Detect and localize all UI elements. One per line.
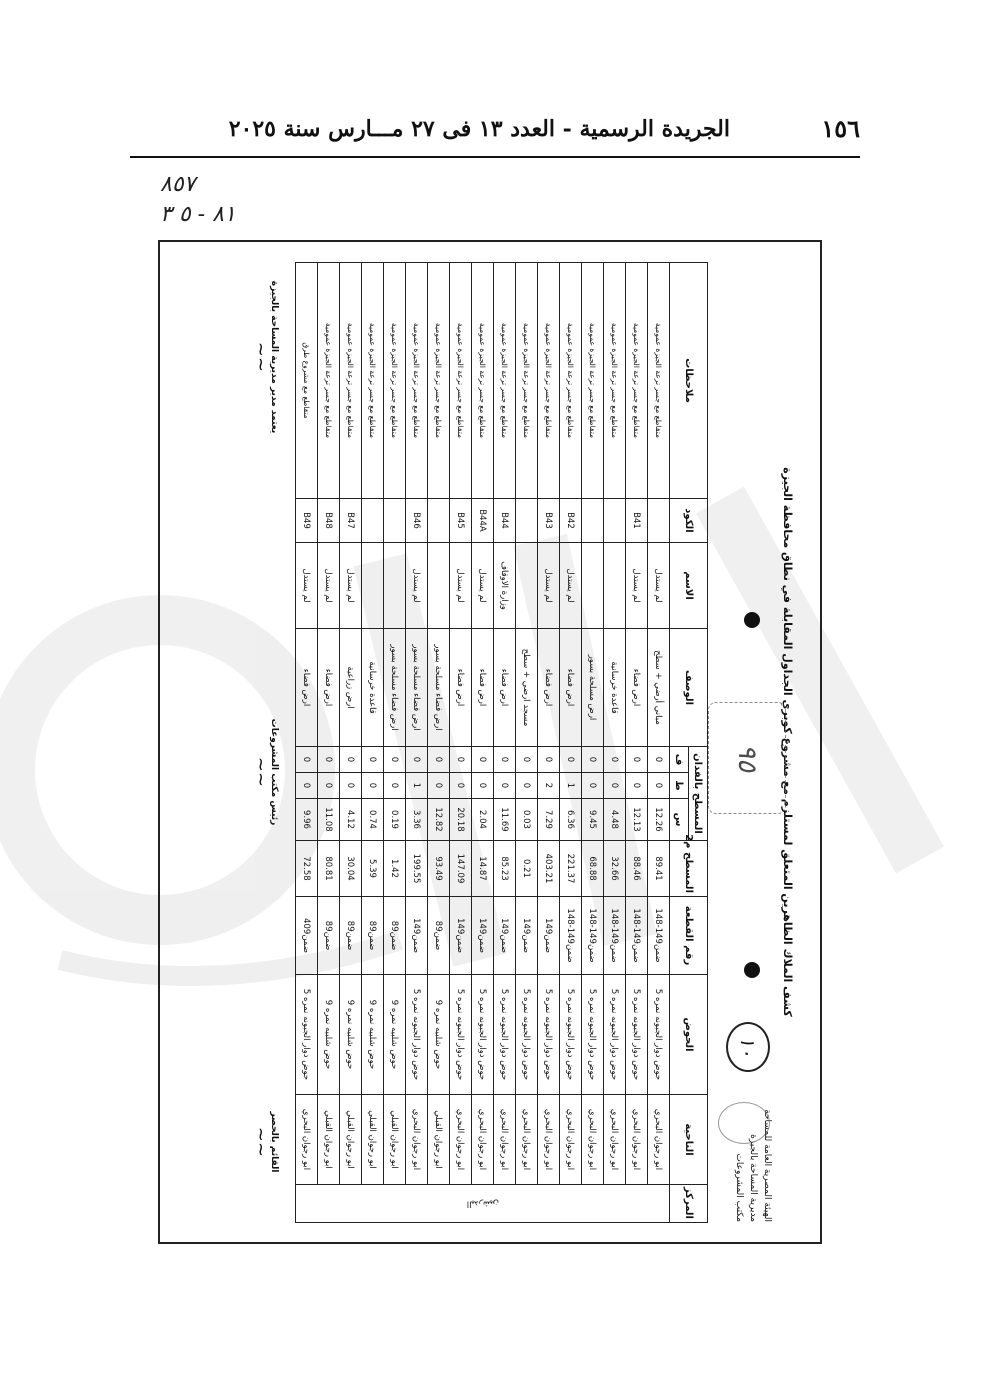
table-row [318, 263, 340, 1223]
table-row [538, 263, 560, 1223]
cell-code: B49 [296, 499, 318, 543]
cell-code: B43 [538, 499, 560, 543]
cell-parcel: ضمن149-148 [626, 897, 648, 975]
document-frame [158, 240, 822, 1244]
cell-name: لم يستدل [318, 543, 340, 629]
cell-code: B44 [494, 499, 516, 543]
cell-desc: ارض زراعية [340, 629, 362, 747]
cell-area: 89.41 [648, 841, 670, 897]
cell-code [648, 499, 670, 543]
cell-notes: متقاطع مع جسر ترعة الجيزة عمومية [604, 263, 626, 499]
gazette-title: الجريدة الرسمية - العدد ١٣ فى ٢٧ مـــارس سنة ٢٠٢٥ [228, 116, 730, 142]
cell-area: 80.81 [318, 841, 340, 897]
cell-nahia: ابو رجوان البحري [472, 1095, 494, 1185]
table-row [340, 263, 362, 1223]
cell-notes: متقاطع مع مشروع طرق [296, 263, 318, 499]
cell-sahm: 6.36 [560, 799, 582, 841]
cell-feddan: 0 [362, 747, 384, 773]
cell-hod: حوض دوار الجبونه نمره 5 [450, 975, 472, 1095]
col-area-feddan-group: المسطح بالفدان [689, 747, 708, 841]
cell-nahia: ابو رجوان البحري [604, 1095, 626, 1185]
cell-feddan: 0 [538, 747, 560, 773]
cell-name [516, 543, 538, 629]
table-body [296, 263, 670, 1223]
cell-desc: ارض مسلحة بسور [582, 629, 604, 747]
cell-area: 5.39 [362, 841, 384, 897]
cell-area: 93.49 [428, 841, 450, 897]
cell-sahm: 11.69 [494, 799, 516, 841]
cell-hod: حوض دوار الجبونه نمره 5 [296, 975, 318, 1095]
cell-parcel: ضمن149 [450, 897, 472, 975]
cell-parcel: ضمن149-148 [560, 897, 582, 975]
cell-notes: متقاطع مع جسر ترعة الجيزة عمومية [384, 263, 406, 499]
cell-parcel: ضمن149 [516, 897, 538, 975]
cell-parcel: ضمن149 [538, 897, 560, 975]
table-row [648, 263, 670, 1223]
cell-notes: متقاطع مع جسر ترعة الجيزة عمومية [362, 263, 384, 499]
cell-name: لم يستدل [472, 543, 494, 629]
cell-feddan: 0 [384, 747, 406, 773]
cell-parcel: ضمن149 [472, 897, 494, 975]
cell-qirat: 0 [296, 773, 318, 799]
cell-area: 403.21 [538, 841, 560, 897]
cell-desc: ارض فضاء مسلحة بسور [406, 629, 428, 747]
page-header [130, 110, 860, 158]
cell-area: 14.87 [472, 841, 494, 897]
cell-feddan: 0 [428, 747, 450, 773]
cell-notes: متقاطع مع جسر ترعة الجيزة عمومية [626, 263, 648, 499]
cell-qirat: 1 [560, 773, 582, 799]
col-qirat: ط [670, 773, 689, 799]
cell-feddan: 0 [582, 747, 604, 773]
cell-nahia: ابو رجوان البحري [296, 1095, 318, 1185]
cell-qirat: 0 [472, 773, 494, 799]
cell-markaz: البدرشين [296, 1185, 670, 1223]
cell-parcel: ضمن149-148 [648, 897, 670, 975]
cell-code [582, 499, 604, 543]
cell-sahm: 0.03 [516, 799, 538, 841]
cell-hod: حوض دوار الجبونه نمره 5 [582, 975, 604, 1095]
cell-qirat: 0 [318, 773, 340, 799]
table-row [450, 263, 472, 1223]
cell-name [362, 543, 384, 629]
cell-nahia: ابو رجوان القبلي [362, 1095, 384, 1185]
page-number: ١٥٦ [821, 114, 860, 143]
cell-sahm: 0.19 [384, 799, 406, 841]
table-row [604, 263, 626, 1223]
cell-area: 1.42 [384, 841, 406, 897]
cell-hod: حوض دوار الجبونه نمره 5 [648, 975, 670, 1095]
cell-nahia: ابو رجوان البحري [560, 1095, 582, 1185]
cell-name: لم يستدل [626, 543, 648, 629]
cell-name: لم يستدل [406, 543, 428, 629]
cell-nahia: ابو رجوان البحري [516, 1095, 538, 1185]
col-markaz: المركز [670, 1185, 708, 1223]
cell-hod: حوض دوار الجبونه نمره 5 [472, 975, 494, 1095]
cell-name: لم يستدل [450, 543, 472, 629]
cell-feddan: 0 [604, 747, 626, 773]
cell-nahia: ابو رجوان القبلي [340, 1095, 362, 1185]
cell-sahm: 9.45 [582, 799, 604, 841]
cell-qirat: 0 [604, 773, 626, 799]
cell-desc: مسجد ارضي + سطح [516, 629, 538, 747]
cell-sahm: 9.96 [296, 799, 318, 841]
cell-feddan: 0 [494, 747, 516, 773]
signature-director [250, 272, 280, 442]
cell-parcel: ضمن149 [406, 897, 428, 975]
cell-area: 32.66 [604, 841, 626, 897]
cell-notes: متقاطع مع جسر ترعة الجيزة عمومية [648, 263, 670, 499]
cell-sahm: 4.12 [340, 799, 362, 841]
cell-desc: ارض فضاء [472, 629, 494, 747]
cell-code: B42 [560, 499, 582, 543]
cell-code [516, 499, 538, 543]
col-feddan: ف [670, 747, 689, 773]
cell-nahia: ابو رجوان البحري [406, 1095, 428, 1185]
cell-sahm: 12.82 [428, 799, 450, 841]
table-row [296, 263, 318, 1223]
punch-hole [744, 612, 760, 628]
cell-code: B44A [472, 499, 494, 543]
cell-hod: حوض دوار الجبونه نمره 5 [516, 975, 538, 1095]
cell-sahm: 11.08 [318, 799, 340, 841]
cell-feddan: 0 [648, 747, 670, 773]
col-desc: الوصف [670, 629, 708, 747]
cell-feddan: 0 [340, 747, 362, 773]
cell-nahia: ابو رجوان القبلي [318, 1095, 340, 1185]
cell-sahm: 2.04 [472, 799, 494, 841]
cell-sahm: 4.48 [604, 799, 626, 841]
cell-hod: حوض شلبيه نمره 9 [318, 975, 340, 1095]
table-row [428, 263, 450, 1223]
cell-nahia: ابو رجوان البحري [450, 1095, 472, 1185]
cell-qirat: 0 [362, 773, 384, 799]
table-row [494, 263, 516, 1223]
authority-logo-icon [718, 1102, 770, 1144]
cell-nahia: ابو رجوان البحري [648, 1095, 670, 1185]
cell-qirat: 0 [516, 773, 538, 799]
cell-code: B41 [626, 499, 648, 543]
cell-notes: متقاطع مع جسر ترعة الجيزة عمومية [450, 263, 472, 499]
official-stamp: ٩٥ [708, 702, 786, 814]
cell-name [582, 543, 604, 629]
cell-hod: حوض دوار الجبونه نمره 5 [560, 975, 582, 1095]
col-nahia: الناحية [670, 1095, 708, 1185]
signature-label: يعتمد مدير مديرية المساحة بالجيزة [269, 280, 279, 434]
cell-parcel: ضمن89 [318, 897, 340, 975]
cell-feddan: 0 [296, 747, 318, 773]
org-line: مكتب المشروعات [734, 1153, 744, 1222]
cell-qirat: 2 [538, 773, 560, 799]
table-row [472, 263, 494, 1223]
cell-notes: متقاطع مع جسر ترعة الجيزة عمومية [406, 263, 428, 499]
cell-name: لم يستدل [538, 543, 560, 629]
table-row [384, 263, 406, 1223]
cell-code: B48 [318, 499, 340, 543]
cell-nahia: ابو رجوان القبلي [384, 1095, 406, 1185]
col-area-m2: المسطح م2 [670, 841, 708, 897]
table-row [362, 263, 384, 1223]
document-title: كشف الملاك الظاهرين المتعلق لمستلزم مع مشروع كوبري الجداول المقابلة في نطاق محافظة الجيزة [781, 467, 794, 1017]
cell-sahm: 7.29 [538, 799, 560, 841]
cell-area: 85.23 [494, 841, 516, 897]
cell-hod: حوض دوار الجبونه نمره 5 [494, 975, 516, 1095]
cell-qirat: 0 [626, 773, 648, 799]
cell-notes: متقاطع مع جسر ترعة الجيزة عمومية [516, 263, 538, 499]
cell-code [604, 499, 626, 543]
cell-nahia: ابو رجوان القبلي [428, 1095, 450, 1185]
col-parcel: رقم القطعة [670, 897, 708, 975]
cell-desc: قاعدة خرسانية [604, 629, 626, 747]
cell-nahia: ابو رجوان البحري [494, 1095, 516, 1185]
table-row [406, 263, 428, 1223]
cell-area: 221.37 [560, 841, 582, 897]
cell-desc: ارض فضاء [560, 629, 582, 747]
cell-sahm: 12.26 [648, 799, 670, 841]
cell-parcel: ضمن149 [494, 897, 516, 975]
cell-qirat: 0 [648, 773, 670, 799]
cell-notes: متقاطع مع جسر ترعة الجيزة عمومية [472, 263, 494, 499]
cell-feddan: 0 [450, 747, 472, 773]
cell-qirat: 0 [494, 773, 516, 799]
cell-code [362, 499, 384, 543]
cell-name: لم يستدل [560, 543, 582, 629]
cell-name: وزارة الاوقاف [494, 543, 516, 629]
cell-sahm: 0.74 [362, 799, 384, 841]
table-row [516, 263, 538, 1223]
cell-notes: متقاطع مع جسر ترعة الجيزة عمومية [582, 263, 604, 499]
signature-label: القائم بالحصر [269, 1111, 279, 1173]
cell-notes: متقاطع مع جسر ترعة الجيزة عمومية [538, 263, 560, 499]
cell-hod: حوض دوار الجبونه نمره 5 [538, 975, 560, 1095]
cell-hod: حوض شلبيه نمره 9 [362, 975, 384, 1095]
signature-scribble: ~~ [250, 341, 271, 373]
cell-nahia: ابو رجوان البحري [538, 1095, 560, 1185]
rotated-document [180, 262, 800, 1222]
cell-hod: حوض دوار الجبونه نمره 5 [604, 975, 626, 1095]
col-code: الكود [670, 499, 708, 543]
signature-scribble: ~~ [250, 756, 271, 788]
table-row [582, 263, 604, 1223]
cell-qirat: 0 [340, 773, 362, 799]
cell-area: 88.46 [626, 841, 648, 897]
cell-name: لم يستدل [296, 543, 318, 629]
cell-code [384, 499, 406, 543]
cell-name [604, 543, 626, 629]
cell-desc: قاعدة خرسانية [362, 629, 384, 747]
cell-nahia: ابو رجوان البحري [582, 1095, 604, 1185]
cell-qirat: 0 [582, 773, 604, 799]
cell-nahia: ابو رجوان البحري [626, 1095, 648, 1185]
cell-qirat: 0 [428, 773, 450, 799]
cell-parcel: ضمن89 [362, 897, 384, 975]
cell-area: 0.21 [516, 841, 538, 897]
cell-notes: متقاطع مع جسر ترعة الجيزة عمومية [428, 263, 450, 499]
cell-hod: حوض دوار الجبونه نمره 5 [626, 975, 648, 1095]
table-row [560, 263, 582, 1223]
col-notes: ملاحظات [670, 263, 708, 499]
signature-surveyor [250, 1082, 280, 1202]
cell-feddan: 0 [626, 747, 648, 773]
cell-code [428, 499, 450, 543]
cell-code: B47 [340, 499, 362, 543]
cell-feddan: 0 [560, 747, 582, 773]
cell-notes: متقاطع مع جسر ترعة الجيزة عمومية [494, 263, 516, 499]
handwritten-reference [160, 170, 260, 240]
org-line: الهيئة المصرية العامة للمساحة [762, 1109, 772, 1222]
cell-desc: ارض فضاء [494, 629, 516, 747]
signature-scribble: ~~ [250, 1126, 271, 1158]
cell-feddan: 0 [318, 747, 340, 773]
cell-sahm: 20.18 [450, 799, 472, 841]
col-name: الاسم [670, 543, 708, 629]
cell-notes: متقاطع مع جسر ترعة الجيزة عمومية [560, 263, 582, 499]
cell-code: B45 [450, 499, 472, 543]
cell-qirat: 0 [450, 773, 472, 799]
cell-name [384, 543, 406, 629]
handwritten-line-1: ٨٥٧ [160, 172, 196, 197]
punch-hole [744, 962, 760, 978]
cell-code: B46 [406, 499, 428, 543]
signature-label: رئيس مكتب المشروعات [269, 718, 279, 826]
cell-parcel: ضمن89 [340, 897, 362, 975]
cell-parcel: ضمن409 [296, 897, 318, 975]
cell-hod: حوض دوار الجبونه نمره 5 [406, 975, 428, 1095]
cell-area: 72.58 [296, 841, 318, 897]
cell-parcel: ضمن149-148 [604, 897, 626, 975]
cell-parcel: ضمن89 [384, 897, 406, 975]
cell-parcel: ضمن149-148 [582, 897, 604, 975]
cell-parcel: ضمن89 [428, 897, 450, 975]
circled-sheet-number: ١٠ [726, 1022, 770, 1072]
org-line: مديرية المساحة بالجيزة [748, 1134, 758, 1222]
cell-area: 147.09 [450, 841, 472, 897]
table-row [626, 263, 648, 1223]
cell-notes: متقاطع مع جسر ترعة الجيزة عمومية [318, 263, 340, 499]
col-sahm: س [670, 799, 689, 841]
cell-feddan: 0 [406, 747, 428, 773]
table-header-row [689, 263, 708, 1223]
cell-qirat: 0 [384, 773, 406, 799]
cell-area: 68.88 [582, 841, 604, 897]
cell-area: 30.04 [340, 841, 362, 897]
cell-name: لم يستدل [648, 543, 670, 629]
cell-name: لم يستدل [340, 543, 362, 629]
cell-sahm: 12.13 [626, 799, 648, 841]
cell-desc: ارض فضاء [538, 629, 560, 747]
cell-desc: ارض فضاء [626, 629, 648, 747]
cell-desc: ارض فضاء [318, 629, 340, 747]
cell-desc: ارض فضاء [450, 629, 472, 747]
cell-sahm: 3.36 [406, 799, 428, 841]
col-hod: الحوض [670, 975, 708, 1095]
cell-hod: حوض شلبيه نمره 9 [384, 975, 406, 1095]
cell-notes: متقاطع مع جسر ترعة الجيزة عمومية [340, 263, 362, 499]
cell-desc: ارض فضاء مسلحة بسور [384, 629, 406, 747]
cell-desc: مباني أرضي + سطح [648, 629, 670, 747]
cell-feddan: 0 [472, 747, 494, 773]
cell-hod: حوض شلبيه نمره 9 [428, 975, 450, 1095]
cell-feddan: 0 [516, 747, 538, 773]
cell-desc: ارض فضاء مسلحة بسور [428, 629, 450, 747]
cell-qirat: 1 [406, 773, 428, 799]
cell-hod: حوض شلبيه نمره 9 [340, 975, 362, 1095]
cell-desc: ارض فضاء [296, 629, 318, 747]
cell-area: 199.55 [406, 841, 428, 897]
owners-table [295, 262, 708, 1223]
cell-name [428, 543, 450, 629]
signature-office-head [250, 692, 280, 852]
handwritten-line-2: ٨١ - ٥ ٣ [160, 202, 236, 227]
